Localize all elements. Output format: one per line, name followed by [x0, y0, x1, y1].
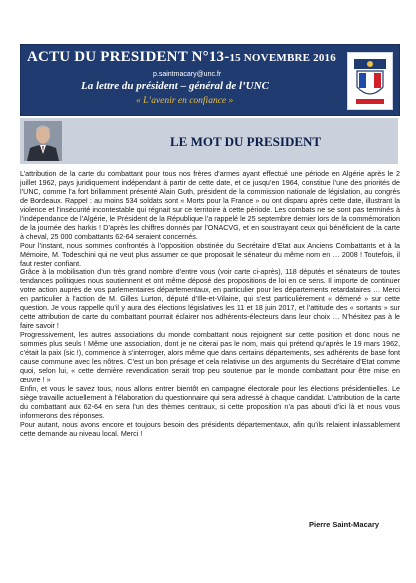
president-portrait	[24, 121, 62, 161]
article-body	[20, 170, 400, 439]
article-paragraph: Pour l’instant, nous sommes confrontés à l’opposition obstinée du Secrétaire d’Etat aux Anciens Combattants et à la Mémoire, M. Todeschini qui ne veut plus assumer ce que proposait le sénateur du même nom en … 2008 ! Toutefois, il faut rester confiant.	[20, 241, 400, 268]
article-paragraph: Grâce à la mobilisation d’un très grand nombre d’entre vous (voir carte ci-après), 118 députés et sénateurs de toutes tendances politiques nous soutiennent et ont même déposé des propositions de loi en ce sens. Il importe de continuer votre action auprès de vos parlementaires départementaux, en particulier pour les départements retardataires … Merci en particulier à l’action de M. Gilles Lurton, député d’Ille-et-Vilaine, qui s’est particulièrement « démené » sur cette question. Je vous rappelle qu’il y aura des élections législatives les 11 et 18 juin 2017, et l’attitude des « sortants » sur cette attribution de carte du combattant pourrait éclairer nos adhérents-électeurs dans leur choix … N’hésitez pas à le faire savoir !	[20, 268, 400, 331]
newsletter-title	[27, 49, 357, 66]
newsletter-subtitle: La lettre du président – général de l’UNC	[81, 80, 269, 92]
section-banner	[20, 118, 398, 164]
title-date: 15 NOVEMBRE 2016	[229, 52, 336, 64]
article-paragraph: Progressivement, les autres associations du monde combattant nous rejoignent sur cette position et donc nous ne sommes plus seuls ! Même une association, dont je ne citerai pas le nom, mais qui prétend qu’après le 19 mars 1962, c’était la paix (sic !), commence à s’interroger, alors même que dans certains départements, ses adhérents de base font cause commune avec les nôtres. C’est un bon présage et cela relativise un des arguments du Secrétaire d’Etat comme quoi, selon lui, « cette dernière revendication serait trop peu soutenue par le monde combattant pour être mise en œuvre ! »	[20, 331, 400, 384]
author-signature: Pierre Saint-Macary	[309, 520, 380, 529]
newsletter-header	[20, 44, 400, 116]
title-main: ACTU DU PRESIDENT N°13-	[27, 49, 230, 65]
newsletter-motto: « L’avenir en confiance »	[136, 96, 234, 106]
article-paragraph: Enfin, et vous le savez tous, nous allons entrer bientôt en campagne électorale pour les élections présidentielles. Le siège travaille actuellement à l’élaboration du questionnaire qui sera adressé à chaque candidat. L’attribution de la carte du combattant aux 62-64 en sera l’un des thèmes centraux, si cette proposition n’a pas abouti d’ici là et nous vous informerons des réponses.	[20, 384, 400, 420]
section-title: LE MOT DU PRESIDENT	[170, 134, 322, 149]
article-paragraph: L’attribution de la carte du combattant pour tous nos frères d’armes ayant effectué une période en Algérie après le 2 juillet 1962, pays juridiquement indépendant à partir de cette date, et ce jusqu’en 1964, constitue l’une des priorités de l’UNC, comme l’a fort brillamment présenté Alain Guth, président de la commission nationale de législation, au congrès de Bordeaux. Rappel : au moins 534 soldats sont « Morts pour la France » ou ont disparu après cette date, illustrant la violence et l’insécurité incontestable qui régnait sur ce territoire à cette période. Les combats ne se sont pas terminés à l’indépendance de l’Algérie, le Président de la République l’a rappelé le 25 septembre dernier lors de la commémoration de la journée des harkis ! D’après les chiffres donnés par l’ONACVG, et en soustrayant ceux qui bénéficient de la carte à cheval, 25 000 combattants 62-64 seraient concernés.	[20, 170, 400, 241]
article-paragraph: Pour autant, nous avons encore et toujours besoin des présidents départementaux, afin qu’ils relaient inlassablement cette demande au niveau local. Merci !	[20, 420, 400, 438]
contact-email[interactable]: p.saintmacary@unc.fr	[153, 71, 222, 78]
unc-logo-icon	[347, 52, 393, 110]
